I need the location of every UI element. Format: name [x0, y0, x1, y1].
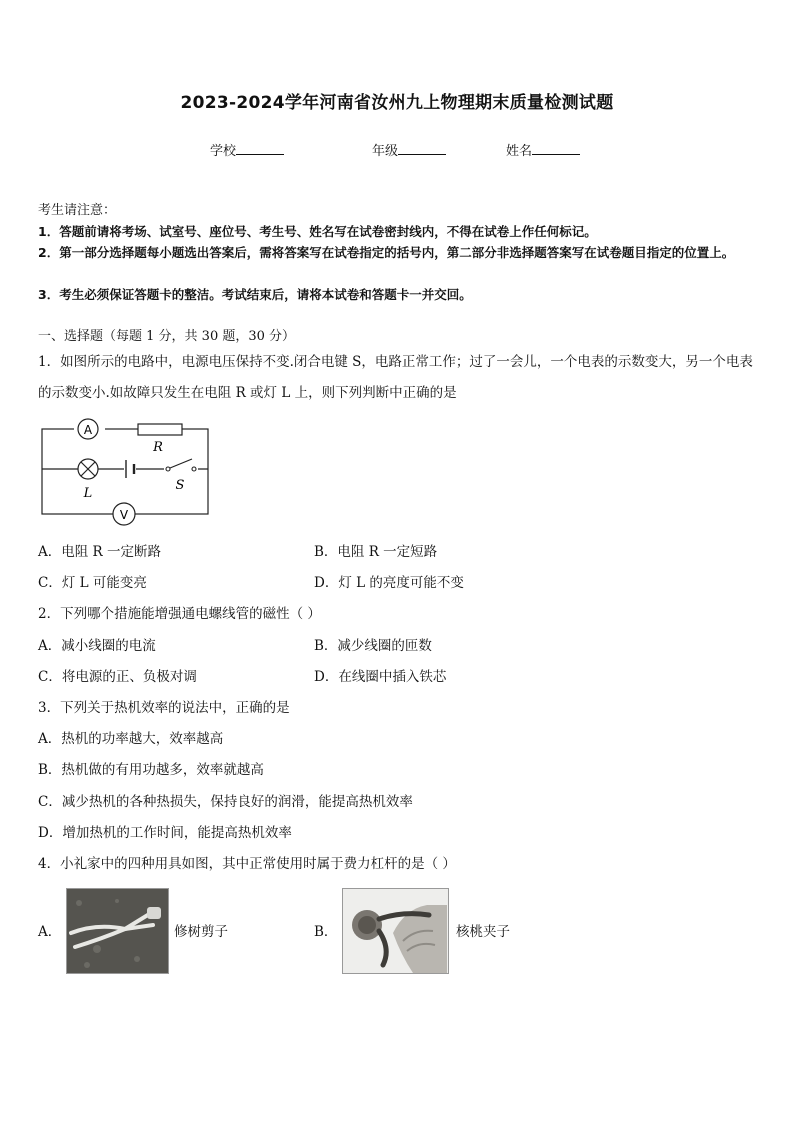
- name-blank[interactable]: [532, 142, 580, 155]
- section-heading: 一、选择题（每题 1 分，共 30 题，30 分）: [38, 329, 296, 344]
- q2-option-b[interactable]: B．减少线圈的匝数: [314, 638, 432, 654]
- q4-option-b-label: 核桃夹子: [456, 924, 510, 940]
- name-field[interactable]: [506, 140, 580, 159]
- q4-option-a-letter[interactable]: A．: [38, 924, 62, 940]
- school-label: 学校: [210, 144, 237, 159]
- q1-circuit-diagram: [38, 415, 214, 527]
- q2-stem: 2．下列哪个措施能增强通电螺线管的磁性（ ）: [38, 606, 321, 622]
- pruning-shears-icon: [67, 889, 168, 973]
- q1-option-b[interactable]: B．电阻 R 一定短路: [314, 544, 438, 560]
- q3-option-b[interactable]: B．热机做的有用功越多，效率就越高: [38, 762, 264, 778]
- resistor-icon: [138, 424, 182, 435]
- lamp-label: L: [83, 486, 93, 501]
- q3-stem: 3．下列关于热机效率的说法中，正确的是: [38, 700, 290, 716]
- q2-option-a[interactable]: A．减小线圈的电流: [38, 638, 156, 654]
- switch-label: S: [175, 478, 185, 493]
- grade-field[interactable]: [372, 140, 446, 159]
- pruning-shears-image: [66, 888, 169, 974]
- resistor-label: R: [153, 440, 163, 455]
- q4-option-b-letter[interactable]: B．: [314, 924, 338, 940]
- notice-item-2: 2．第一部分选择题每小题选出答案后，需将答案写在试卷指定的括号内，第二部分非选择题答案写在试卷题目指定的位置上。: [38, 245, 735, 260]
- q1-stem: 1．如图所示的电路中，电源电压保持不变.闭合电键 S，电路正常工作；过了一会儿，一个电表的示数变大，另一个电表的示数变小.如故障只发生在电阻 R 或灯 L 上，则下列判断中正确的是: [38, 354, 753, 401]
- q1-option-a[interactable]: A．电阻 R 一定断路: [38, 544, 161, 560]
- q4-stem: 4．小礼家中的四种用具如图，其中正常使用时属于费力杠杆的是（ ）: [38, 856, 456, 872]
- school-blank[interactable]: [236, 142, 284, 155]
- grade-label: 年级: [372, 144, 399, 159]
- nutcracker-icon: [343, 889, 448, 973]
- q3-option-c[interactable]: C．减少热机的各种热损失，保持良好的润滑，能提高热机效率: [38, 794, 413, 810]
- school-field[interactable]: [210, 140, 284, 159]
- notice-item-3: 3．考生必须保证答题卡的整洁。考试结束后，请将本试卷和答题卡一并交回。: [38, 287, 472, 302]
- q4-option-a-label: 修树剪子: [174, 924, 228, 940]
- notice-heading: 考生请注意：: [38, 203, 117, 218]
- name-label: 姓名: [506, 144, 533, 159]
- voltmeter-label: V: [119, 508, 129, 522]
- q2-option-d[interactable]: D．在线圈中插入铁芯: [314, 669, 447, 685]
- q2-option-c[interactable]: C．将电源的正、负极对调: [38, 669, 197, 685]
- q1-option-c[interactable]: C．灯 L 可能变亮: [38, 575, 147, 591]
- q3-option-a[interactable]: A．热机的功率越大，效率越高: [38, 731, 224, 747]
- grade-blank[interactable]: [398, 142, 446, 155]
- q1-option-d[interactable]: D．灯 L 的亮度可能不变: [314, 575, 464, 591]
- ammeter-label: A: [83, 423, 93, 437]
- nutcracker-image: [342, 888, 449, 974]
- notice-item-1: 1．答题前请将考场、试室号、座位号、考生号、姓名写在试卷密封线内，不得在试卷上作任何标记。: [38, 224, 597, 239]
- page-title: 2023-2024学年河南省汝州九上物理期末质量检测试题: [180, 93, 614, 113]
- q3-option-d[interactable]: D．增加热机的工作时间，能提高热机效率: [38, 825, 292, 841]
